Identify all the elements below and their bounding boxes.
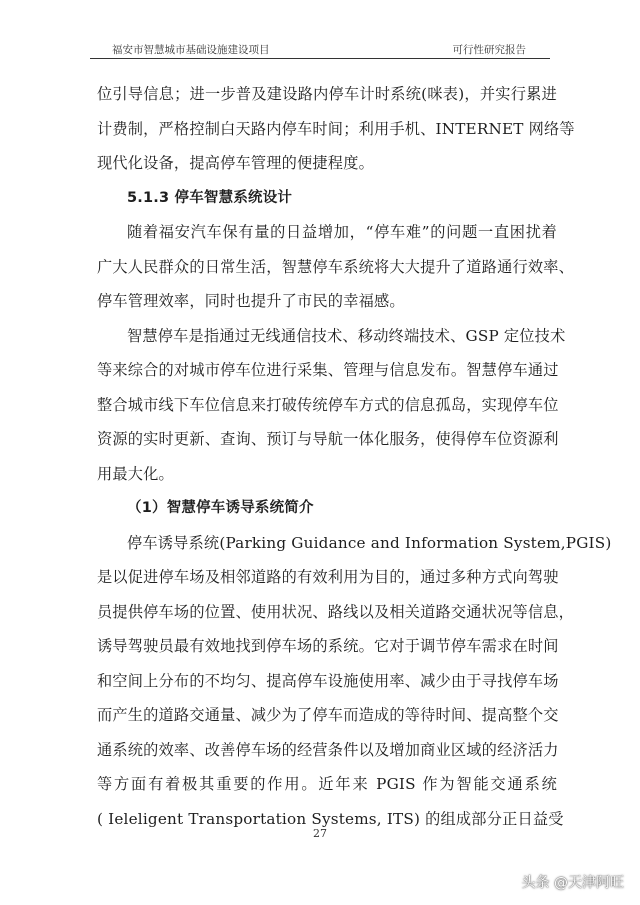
body-line: 资源的实时更新、查询、预订与导航一体化服务，使得停车位资源利 [97, 430, 559, 448]
subsection-heading: （1）智慧停车诱导系统简介 [127, 500, 314, 516]
body-line: 现代化设备，提高停车管理的便捷程度。 [97, 154, 374, 172]
body-line: 停车管理效率，同时也提升了市民的幸福感。 [97, 292, 405, 310]
body-line: 整合城市线下车位信息来打破传统停车方式的信息孤岛，实现停车位 [97, 395, 559, 414]
page-header [90, 40, 550, 59]
body-line: ( Ieleligent Transportation Systems, ITS) 的组成部分正日益受 [97, 809, 564, 828]
body-line: 用最大化。 [97, 464, 174, 483]
body-line: 位引导信息；进一步普及建设路内停车计时系统(咪表)，并实行累进 [97, 85, 557, 103]
section-heading: 5.1.3 停车智慧系统设计 [127, 189, 293, 206]
header-report-title: 可行性研究报告 [452, 44, 526, 56]
body-line: 员提供停车场的位置、使用状况、路线以及相关道路交通状况等信息， [97, 602, 575, 621]
body-line: 和空间上分布的不均匀、提高停车设施使用率、减少由于寻找停车场 [97, 671, 559, 690]
body-line: 广大人民群众的日常生活，智慧停车系统将大大提升了道路通行效率、 [97, 257, 575, 276]
body-line: 等方面有着极其重要的作用。近年来 PGIS 作为智能交通系统 [97, 775, 557, 793]
body-line: 是以促进停车场及相邻道路的有效利用为目的，通过多种方式向驾驶 [97, 568, 559, 586]
body-line: 诱导驾驶员最有效地找到停车场的系统。它对于调节停车需求在时间 [97, 637, 559, 655]
header-project-title: 福安市智慧城市基础设施建设项目 [112, 44, 270, 56]
page-number: 27 [313, 827, 327, 840]
watermark: 头条 @天津阿旺 [521, 875, 624, 891]
document-body [97, 77, 612, 836]
body-line: 而产生的道路交通量、减少为了停车而造成的等待时间、提高整个交 [97, 706, 559, 724]
body-line: 随着福安汽车保有量的日益增加，“停车难”的问题一直困扰着 [127, 223, 557, 241]
body-line: 等来综合的对城市停车位进行采集、管理与信息发布。智慧停车通过 [97, 361, 559, 379]
body-line: 智慧停车是指通过无线通信技术、移动终端技术、GSP 定位技术 [127, 326, 566, 345]
body-line: 计费制，严格控制白天路内停车时间；利用手机、INTERNET 网络等 [97, 119, 575, 138]
body-line: 停车诱导系统(Parking Guidance and Information System,PGIS) [127, 533, 612, 552]
body-line: 通系统的效率、改善停车场的经营条件以及增加商业区域的经济活力 [97, 740, 559, 759]
